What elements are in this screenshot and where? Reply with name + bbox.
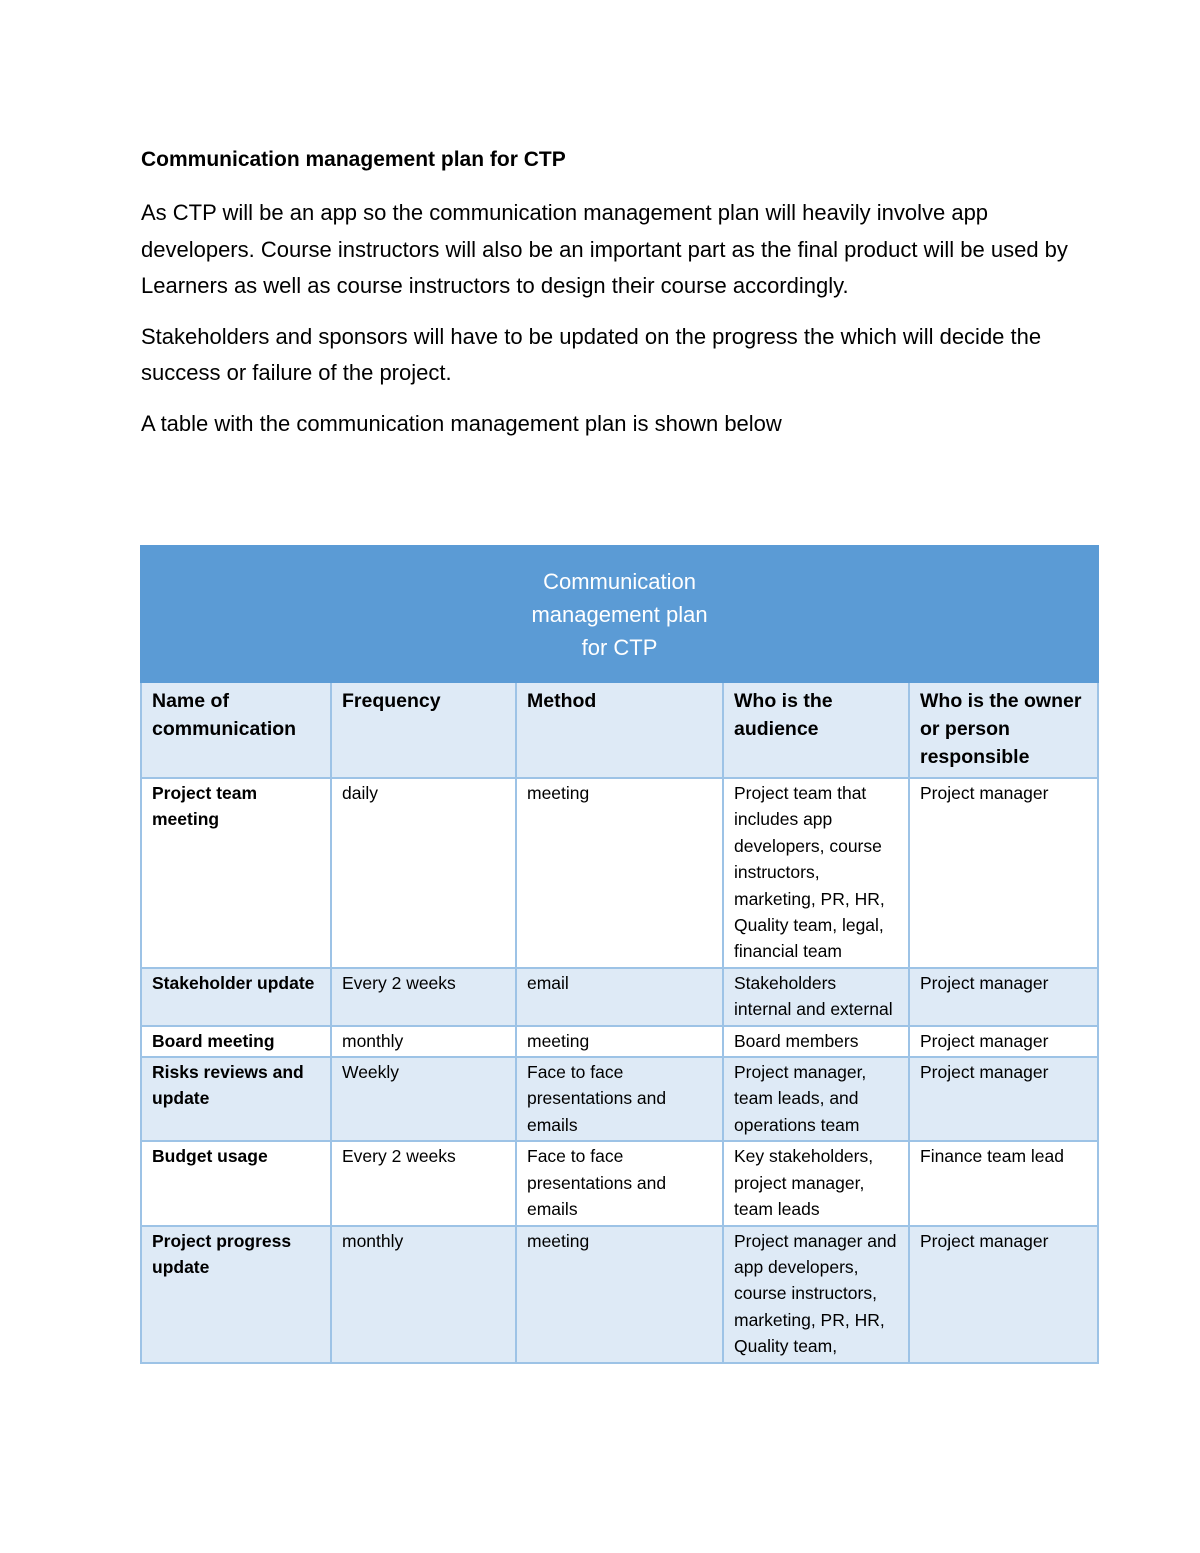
communication-plan-table	[140, 545, 1099, 1364]
document-body	[141, 143, 1099, 456]
column-header: Frequency	[331, 682, 516, 778]
table-cell-owner: Finance team lead	[909, 1141, 1098, 1225]
table-cell-method: email	[516, 968, 723, 1026]
table-cell-name: Board meeting	[141, 1026, 331, 1057]
table-cell-name: Project team meeting	[141, 778, 331, 968]
table-cell-owner: Project manager	[909, 1226, 1098, 1363]
table-cell-method: Face to face presentations and emails	[516, 1141, 723, 1225]
table-row	[141, 968, 1098, 1026]
table-cell-frequency: Every 2 weeks	[331, 968, 516, 1026]
table-row	[141, 1026, 1098, 1057]
table-row	[141, 1057, 1098, 1141]
table-cell-method: meeting	[516, 778, 723, 968]
table-row	[141, 1141, 1098, 1225]
column-header: Method	[516, 682, 723, 778]
table-title-cell	[141, 546, 1098, 682]
table-cell-name: Stakeholder update	[141, 968, 331, 1026]
table-cell-audience: Project manager and app developers, course instructors, marketing, PR, HR, Quality team,	[723, 1226, 909, 1363]
table-cell-frequency: Every 2 weeks	[331, 1141, 516, 1225]
table-cell-method: meeting	[516, 1026, 723, 1057]
table-cell-owner: Project manager	[909, 778, 1098, 968]
intro-paragraph: As CTP will be an app so the communication management plan will heavily involve app developers. Course instructors will also be an important part as the final product will be used by Learners as well as course instructors to design their course accordingly.	[141, 200, 1068, 298]
table-row	[141, 1226, 1098, 1363]
table-header-row	[141, 682, 1098, 778]
table-cell-audience: Stakeholders internal and external	[723, 968, 909, 1026]
table-cell-audience: Project team that includes app developers, course instructors, marketing, PR, HR, Quality team, legal, financial team	[723, 778, 909, 968]
table-cell-owner: Project manager	[909, 1057, 1098, 1141]
table-cell-owner: Project manager	[909, 1026, 1098, 1057]
table-row	[141, 778, 1098, 968]
table-cell-audience: Board members	[723, 1026, 909, 1057]
table-cell-method: Face to face presentations and emails	[516, 1057, 723, 1141]
table-cell-frequency: monthly	[331, 1026, 516, 1057]
table-cell-frequency: monthly	[331, 1226, 516, 1363]
table-title-row	[141, 546, 1098, 682]
stakeholder-paragraph: Stakeholders and sponsors will have to be updated on the progress the which will decide the success or failure of the project.	[141, 323, 1042, 385]
table-cell-method: meeting	[516, 1226, 723, 1363]
table-title: Communication management plan for CTP	[531, 568, 708, 660]
column-header: Name of communication	[141, 682, 331, 778]
table-cell-name: Risks reviews and update	[141, 1057, 331, 1141]
table-cell-name: Budget usage	[141, 1141, 331, 1225]
table-cell-audience: Project manager, team leads, and operations team	[723, 1057, 909, 1141]
column-header: Who is the audience	[723, 682, 909, 778]
table-cell-frequency: daily	[331, 778, 516, 968]
table-intro-paragraph: A table with the communication management plan is shown below	[141, 410, 782, 436]
document-heading: Communication management plan for CTP	[141, 148, 566, 171]
table-cell-audience: Key stakeholders, project manager, team leads	[723, 1141, 909, 1225]
table-cell-frequency: Weekly	[331, 1057, 516, 1141]
table-cell-owner: Project manager	[909, 968, 1098, 1026]
column-header: Who is the owner or person responsible	[909, 682, 1098, 778]
table-cell-name: Project progress update	[141, 1226, 331, 1363]
